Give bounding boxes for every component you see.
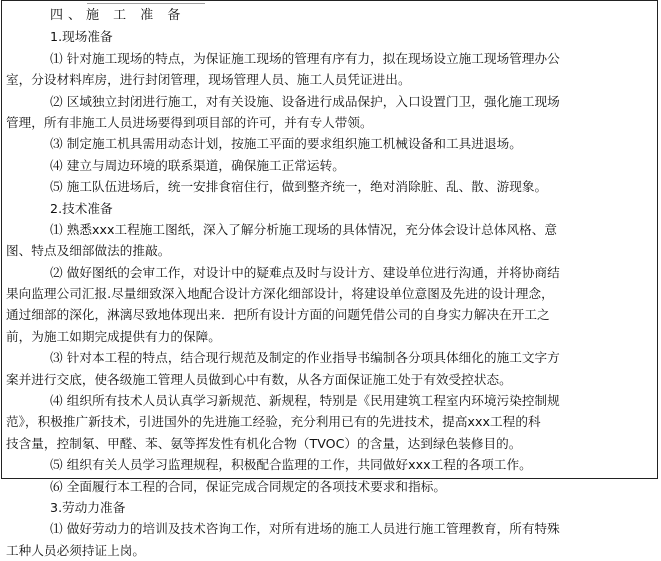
paragraph-line: 前，为施工如期完成提供有力的保障。 <box>6 328 221 344</box>
paragraph-line: ⑶ 针对本工程的特点，结合现行规范及制定的作业指导书编制各分项具体细化的施工文字方 <box>50 350 560 366</box>
document-frame <box>1 0 658 558</box>
paragraph-line: ⑶ 制定施工机具需用动态计划，按施工平面的要求组织施工机械设备和工具进退场。 <box>50 136 522 152</box>
subsection-heading: 2.技术准备 <box>50 200 113 216</box>
paragraph-line: 通过细部的深化，淋漓尽致地体现出来．把所有设计方面的问题凭借公司的自身实力解决在开工之 <box>6 307 550 323</box>
paragraph-line: ⑴ 做好劳动力的培训及技术咨询工作，对所有进场的施工人员进行施工管理教育，所有特殊 <box>50 521 560 537</box>
section-title: 四、施 工 准 备 <box>50 8 186 23</box>
paragraph-line: ⑵ 做好图纸的会审工作，对设计中的疑难点及时与设计方、建设单位进行沟通，并将协商结 <box>50 264 560 280</box>
paragraph-line: ⑸ 组织有关人员学习监理规程，积极配合监理的工作，共同做好xxx工程的各项工作。 <box>50 457 532 473</box>
subsection-heading: 3.劳动力准备 <box>50 499 126 515</box>
paragraph-line: 技含量，控制氡、甲醛、苯、氨等挥发性有机化合物（TVOC）的含量，达到绿色装修目的。 <box>6 435 522 451</box>
paragraph-line: ⑷ 组织所有技术人员认真学习新规范、新规程，特别是《民用建筑工程室内环境污染控制规 <box>50 393 560 409</box>
top-rule <box>87 1 205 4</box>
paragraph-line: ⑹ 全面履行本工程的合同，保证完成合同规定的各项技术要求和指标。 <box>50 478 447 494</box>
paragraph-line: 果向监理公司汇报.尽量细致深入地配合设计方深化细部设计，将建设单位意图及先进的设计理念， <box>6 286 554 302</box>
paragraph-line: ⑴ 熟悉xxx工程施工图纸，深入了解分析施工现场的具体情况，充分体会设计总体风格、意 <box>50 221 558 237</box>
paragraph-line: 管理，所有非施工人员进场要得到项目部的许可，并有专人带领。 <box>6 114 373 130</box>
paragraph-line: 工种人员必须持证上岗。 <box>6 542 146 558</box>
paragraph-line: 图、特点及细部做法的推敲。 <box>6 243 171 259</box>
paragraph-line: 范》，积极推广新技术，引进国外的先进施工经验，充分利用已有的先进技术，提高xxx工程的科 <box>6 414 541 430</box>
paragraph-line: ⑴ 针对施工现场的特点，为保证施工现场的管理有序有力，拟在现场设立施工现场管理办公 <box>50 50 560 66</box>
subsection-heading: 1.现场准备 <box>50 29 113 45</box>
paragraph-line: 室，分设材料库房，进行封闭管理，现场管理人员、施工人员凭证进出。 <box>6 72 411 88</box>
document-body <box>6 5 646 561</box>
paragraph-line: ⑷ 建立与周边环境的联系渠道，确保施工正常运转。 <box>50 157 345 173</box>
paragraph-line: ⑵ 区域独立封闭进行施工，对有关设施、设备进行成品保护，入口设置门卫，强化施工现场 <box>50 93 560 109</box>
paragraph-line: 案并进行交底，使各级施工管理人员做到心中有数，从各方面保证施工处于有效受控状态。 <box>6 371 512 387</box>
paragraph-line: ⑸ 施工队伍进场后，统一安排食宿住行，做到整齐统一，绝对消除脏、乱、散、游现象。 <box>50 179 548 195</box>
